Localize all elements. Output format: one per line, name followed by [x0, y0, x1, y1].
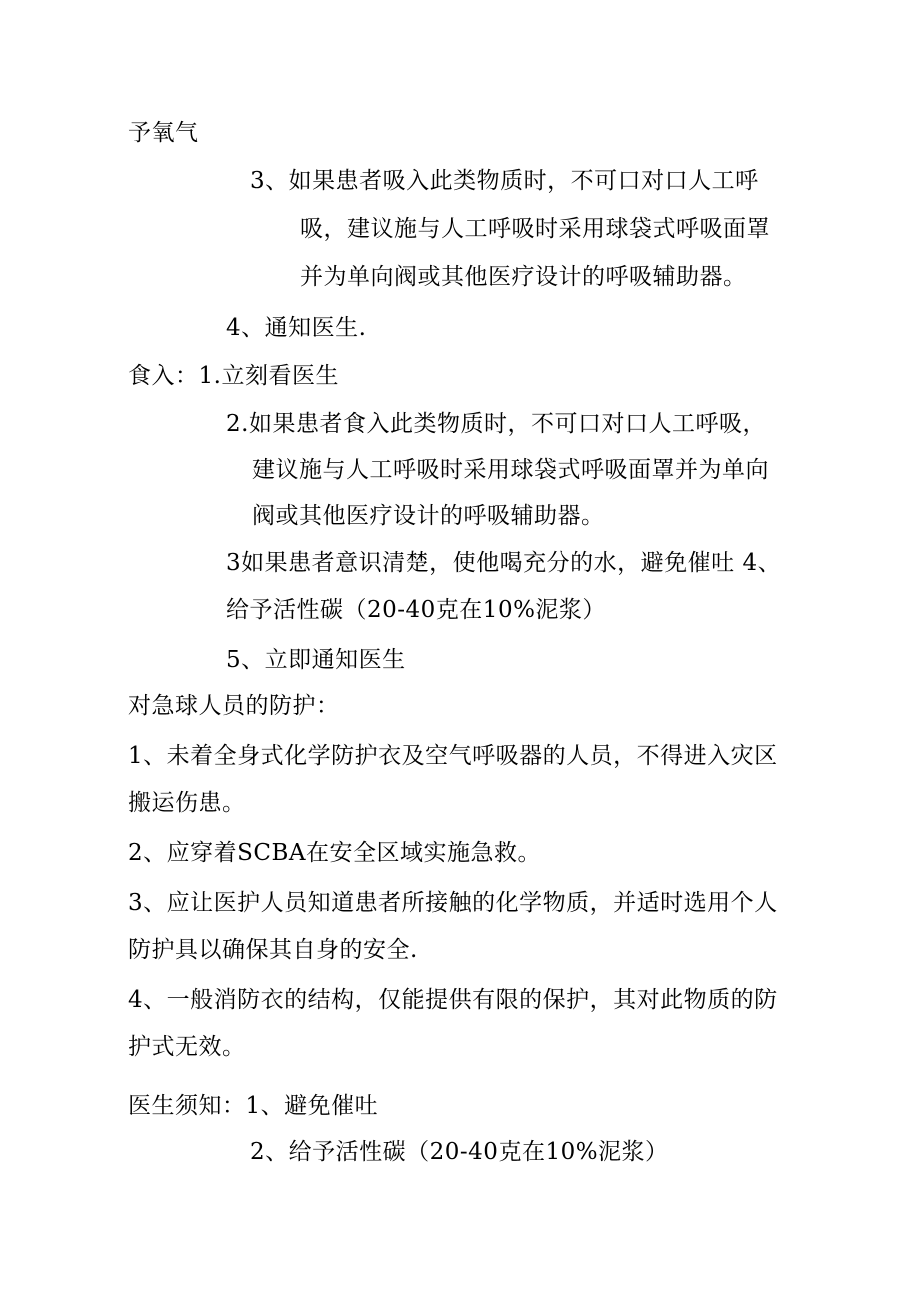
text-line: 2、应穿着SCBA在安全区域实施急救。 — [128, 840, 541, 866]
text-line: 并为单向阀或其他医疗设计的呼吸辅助器。 — [300, 264, 747, 290]
text-line: 5、立即通知医生 — [226, 647, 406, 673]
text-line: 3、如果患者吸入此类物质时，不可口对口人工呼 — [250, 168, 759, 194]
text-line: 2、给予活性碳（20-40克在10%泥浆） — [250, 1139, 669, 1165]
text-line: 4、通知医生. — [226, 315, 367, 341]
text-line: 阀或其他医疗设计的呼吸辅助器。 — [252, 503, 605, 529]
text-line: 防护具以确保其自身的安全. — [128, 937, 418, 963]
text-line: 护式无效。 — [128, 1034, 246, 1060]
text-line: 2.如果患者食入此类物质时，不可口对口人工呼吸， — [226, 411, 766, 437]
text-line: 3如果患者意识清楚，使他喝充分的水，避免催吐 4、 — [226, 550, 782, 576]
text-line: 3、应让医护人员知道患者所接触的化学物质，并适时选用个人 — [128, 890, 778, 916]
text-line: 4、一般消防衣的结构，仅能提供有限的保护，其对此物质的防 — [128, 987, 778, 1013]
text-line: 吸，建议施与人工呼吸时采用球袋式呼吸面罩 — [300, 216, 770, 242]
text-line: 食入：1.立刻看医生 — [128, 363, 339, 389]
text-line: 建议施与人工呼吸时采用球袋式呼吸面罩并为单向 — [252, 457, 769, 483]
text-line: 1、未着全身式化学防护衣及空气呼吸器的人员，不得进入灾区 — [128, 743, 778, 769]
section-heading: 医生须知：1、避免催吐 — [128, 1093, 379, 1119]
text-line: 予氧气 — [128, 120, 199, 146]
section-heading: 对急球人员的防护： — [128, 693, 340, 719]
text-line: 搬运伤患。 — [128, 790, 246, 816]
text-line: 给予活性碳（20-40克在10%泥浆） — [226, 597, 606, 623]
